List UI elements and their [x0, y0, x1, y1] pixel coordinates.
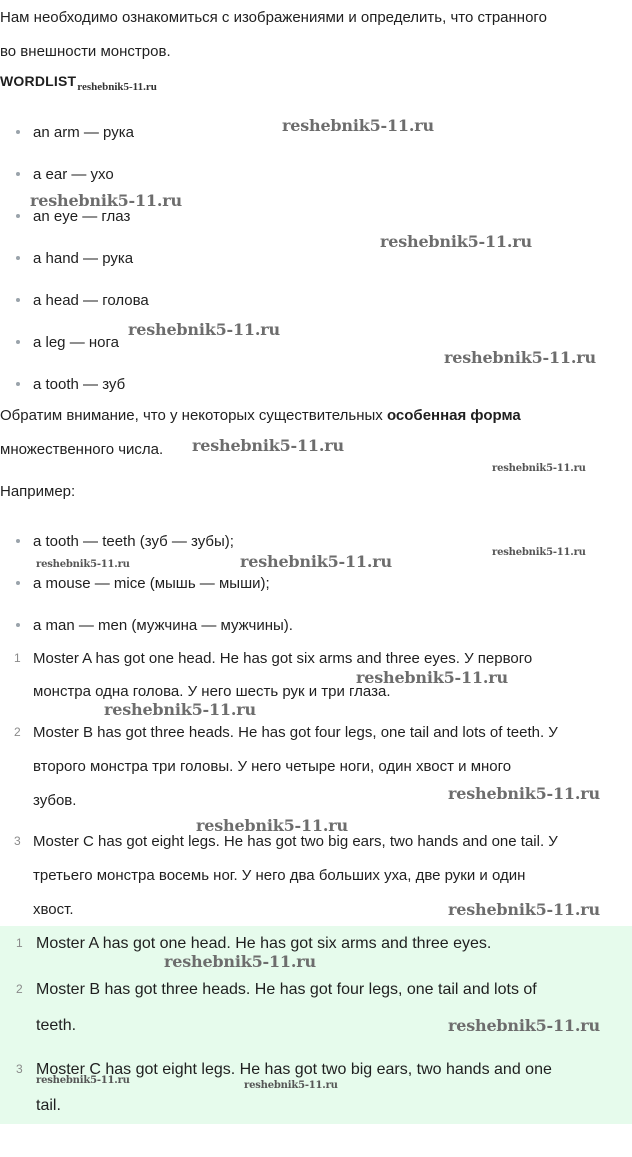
watermark: reshebnik5-11.ru: [196, 816, 348, 835]
watermark: reshebnik5-11.ru: [164, 952, 316, 971]
word-text: a head — голова: [33, 292, 149, 309]
word-text: an eye — глаз: [33, 208, 131, 225]
watermark: reshebnik5-11.ru: [104, 700, 256, 719]
bullet-icon: [16, 623, 20, 627]
answer-line: tail.: [36, 1097, 61, 1114]
bullet-icon: [16, 382, 20, 386]
intro-line-1: Нам необходимо ознакомиться с изображениями и определить, что странного: [0, 9, 547, 26]
word-item: [16, 248, 133, 270]
wordlist-title: WORDLIST: [0, 73, 77, 89]
watermark: reshebnik5-11.ru: [492, 463, 586, 474]
note-text: Обратим внимание, что у некоторых существительных: [0, 407, 387, 424]
bullet-icon: [16, 256, 20, 260]
item-line: второго монстра три головы. У него четыре ноги, один хвост и много: [33, 758, 512, 775]
word-item: [16, 332, 119, 354]
word-text: a tooth — зуб: [33, 376, 126, 393]
wordlist-subscript: reshebnik5-11.ru: [77, 81, 157, 93]
watermark: reshebnik5-11.ru: [492, 547, 586, 558]
bullet-icon: [16, 130, 20, 134]
item-line: Moster A has got one head. He has got six arms and three eyes. У первого: [33, 650, 533, 667]
item-line: Moster C has got eight legs. He has got two big ears, two hands and one tail. У: [33, 833, 558, 850]
watermark: reshebnik5-11.ru: [380, 232, 532, 251]
bullet-icon: [16, 581, 20, 585]
word-item: [16, 290, 149, 312]
example-text: a mouse — mice (мышь — мыши);: [33, 575, 270, 592]
example-text: a man — men (мужчина — мужчины).: [33, 617, 293, 634]
word-item: [16, 122, 134, 144]
word-text: a leg — нога: [33, 334, 119, 351]
note-line-2: множественного числа.: [0, 441, 164, 458]
watermark: reshebnik5-11.ru: [192, 436, 344, 455]
bullet-icon: [16, 298, 20, 302]
note-bold: особенная форма: [386, 407, 521, 424]
answer-line: Moster C has got eight legs. He has got two big ears, two hands and one: [36, 1061, 552, 1078]
word-text: an arm — рука: [33, 124, 134, 141]
answer-line: Moster A has got one head. He has got six arms and three eyes.: [36, 935, 492, 952]
watermark: reshebnik5-11.ru: [30, 191, 182, 210]
bullet-icon: [16, 340, 20, 344]
word-item: [16, 374, 125, 396]
watermark: reshebnik5-11.ru: [448, 900, 600, 919]
watermark: reshebnik5-11.ru: [448, 1016, 600, 1035]
item-line: Moster B has got three heads. He has got four legs, one tail and lots of teeth. У: [33, 724, 558, 741]
example-item: [16, 615, 293, 637]
item-number: 3: [16, 1062, 23, 1076]
watermark: reshebnik5-11.ru: [282, 116, 434, 135]
item-number: 1: [14, 651, 21, 665]
word-text: a ear — ухо: [33, 166, 114, 183]
note-line-1: [0, 399, 632, 433]
item-line: хвост.: [33, 901, 74, 918]
item-line: монстра одна голова. У него шесть рук и три глаза.: [33, 683, 391, 700]
item-number: 2: [14, 725, 21, 739]
watermark: reshebnik5-11.ru: [128, 320, 280, 339]
answer-line: teeth.: [36, 1017, 77, 1034]
example-item: [16, 573, 270, 595]
example-text: a tooth — teeth (зуб — зубы);: [33, 533, 234, 550]
bullet-icon: [16, 172, 20, 176]
item-line: зубов.: [33, 792, 77, 809]
word-item: [16, 164, 114, 186]
item-line: третьего монстра восемь ног. У него два больших уха, две руки и один: [33, 867, 526, 884]
item-number: 2: [16, 982, 23, 996]
example-label: Например:: [0, 483, 76, 500]
item-number: 3: [14, 834, 21, 848]
example-item: [16, 531, 234, 553]
bullet-icon: [16, 539, 20, 543]
intro-line-2: во внешности монстров.: [0, 43, 171, 60]
watermark: reshebnik5-11.ru: [240, 552, 392, 571]
watermark: reshebnik5-11.ru: [356, 668, 508, 687]
watermark: reshebnik5-11.ru: [36, 559, 130, 570]
word-text: a hand — рука: [33, 250, 134, 267]
watermark: reshebnik5-11.ru: [444, 348, 596, 367]
item-number: 1: [16, 936, 23, 950]
watermark: reshebnik5-11.ru: [36, 1075, 130, 1086]
wordlist-heading: [0, 73, 157, 93]
answer-line: Moster B has got three heads. He has got four legs, one tail and lots of: [36, 981, 537, 998]
watermark: reshebnik5-11.ru: [244, 1080, 338, 1091]
bullet-icon: [16, 214, 20, 218]
watermark: reshebnik5-11.ru: [448, 784, 600, 803]
